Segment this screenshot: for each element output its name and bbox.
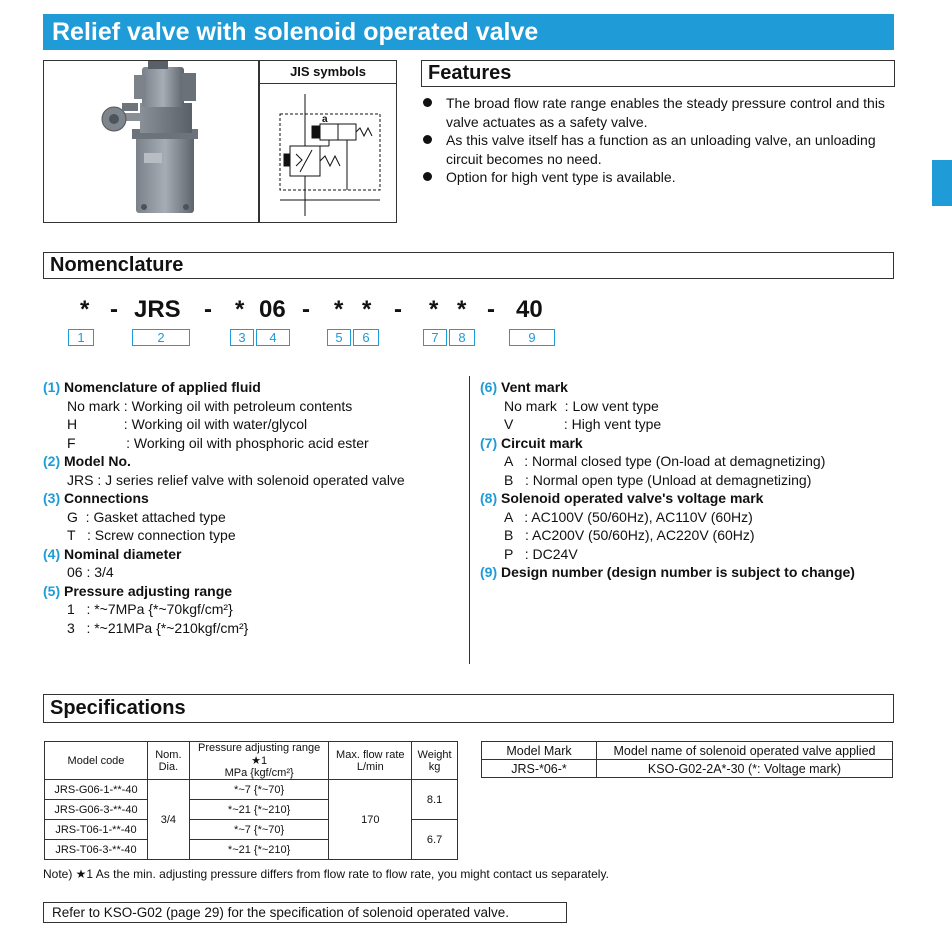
code-part: * — [457, 296, 467, 323]
code-box: 6 — [353, 329, 379, 346]
specifications-heading: Specifications — [43, 694, 894, 723]
features-list — [421, 94, 896, 187]
column-divider — [469, 376, 470, 664]
code-box: 4 — [256, 329, 290, 346]
nom-item-heading: (8) Solenoid operated valve's voltage mark — [480, 490, 764, 506]
page-title: Relief valve with solenoid operated valve — [43, 14, 894, 50]
code-part: * — [235, 296, 245, 323]
nom-item-heading: (4) Nominal diameter — [43, 545, 182, 562]
nomenclature-left-column — [43, 378, 463, 637]
col-header-model-code: Model code — [45, 742, 148, 780]
code-part: * — [429, 296, 439, 323]
col-header-model-name: Model name of solenoid operated valve applied — [597, 742, 893, 760]
code-box: 5 — [327, 329, 351, 346]
nom-item-row: B : Normal open type (Unload at demagnetizing) — [504, 471, 812, 488]
nom-item-heading: (6) Vent mark — [480, 379, 568, 395]
code-part: - — [487, 296, 495, 323]
features-heading: Features — [421, 60, 895, 87]
nom-item-heading: (5) Pressure adjusting range — [43, 582, 233, 599]
jis-symbol-panel — [259, 60, 397, 223]
nom-item-row: 06 : 3/4 — [67, 564, 114, 580]
code-part: 40 — [516, 296, 543, 323]
code-part: - — [110, 296, 118, 323]
table-row: JRS-G06-1-**-40 3/4 *~7 {*~70} 170 8.1 — [45, 780, 458, 800]
bullet-icon — [423, 172, 432, 181]
refer-box: Refer to KSO-G02 (page 29) for the specification of solenoid operated valve. — [43, 902, 567, 923]
nom-dia-cell: 3/4 — [147, 780, 189, 860]
code-box: 2 — [132, 329, 190, 346]
code-box: 3 — [230, 329, 254, 346]
code-part: * — [362, 296, 372, 323]
nom-item-heading: (7) Circuit mark — [480, 434, 583, 451]
weight-cell: 8.1 — [412, 780, 458, 820]
spec-note: Note) ★1 As the min. adjusting pressure differs from flow rate to flow rate, you might contact us separately. — [43, 867, 609, 881]
code-box: 7 — [423, 329, 447, 346]
nom-item-row: T : Screw connection type — [67, 527, 236, 543]
code-box: 8 — [449, 329, 475, 346]
code-box: 9 — [509, 329, 555, 346]
weight-cell: 6.7 — [412, 820, 458, 860]
col-header-model-mark: Model Mark — [482, 742, 597, 760]
nom-item-heading: (3) Connections — [43, 490, 149, 506]
model-mark-table — [481, 741, 893, 778]
jis-symbol-title: JIS symbols — [260, 61, 396, 84]
nom-item-row: No mark : Low vent type — [504, 397, 659, 414]
jis-hydraulic-symbol — [260, 84, 396, 222]
feature-item: As this valve itself has a function as an unloading valve, an unloading circuit becomes no need. — [421, 131, 896, 168]
feature-item: The broad flow rate range enables the steady pressure control and this valve actuates as a safety valve. — [421, 94, 896, 131]
col-header-flow: Max. flow rate L/min — [329, 742, 412, 780]
nom-item-row: A : AC100V (50/60Hz), AC110V (60Hz) — [504, 508, 753, 525]
table-row: JRS-T06-3-**-40 *~21 {*~210} — [45, 840, 458, 860]
nom-item-heading: (2) Model No. — [43, 453, 131, 469]
feature-item: Option for high vent type is available. — [421, 168, 896, 187]
nom-item-row: JRS : J series relief valve with solenoid operated valve — [67, 471, 405, 488]
section-tab — [932, 160, 952, 206]
nom-item-row: No mark : Working oil with petroleum contents — [67, 397, 353, 414]
nom-item-heading: (9) Design number (design number is subject to change) — [480, 564, 855, 580]
bullet-icon — [423, 135, 432, 144]
col-header-nom-dia: Nom. Dia. — [147, 742, 189, 780]
bullet-icon — [423, 98, 432, 107]
nom-item-row: V : High vent type — [504, 416, 662, 432]
nomenclature-heading: Nomenclature — [43, 252, 894, 279]
code-part: JRS — [134, 296, 181, 323]
code-part: 06 — [259, 296, 286, 323]
nom-item-row: 3 : *~21MPa {*~210kgf/cm²} — [67, 619, 249, 636]
nomenclature-right-column — [480, 378, 900, 582]
valve-illustration — [44, 61, 258, 222]
nom-item-row: A : Normal closed type (On-load at demagnetizing) — [504, 453, 826, 469]
code-box: 1 — [68, 329, 94, 346]
code-part: - — [394, 296, 402, 323]
jis-port-label: a — [322, 114, 328, 125]
code-part: - — [204, 296, 212, 323]
code-part: * — [80, 296, 90, 323]
col-header-pressure: Pressure adjusting range ★1 MPa {kgf/cm²} — [189, 742, 329, 780]
table-row: JRS-T06-1-**-40 *~7 {*~70} 6.7 — [45, 820, 458, 840]
code-part: - — [302, 296, 310, 323]
product-photo — [43, 60, 259, 223]
model-code-pattern — [0, 296, 952, 326]
nom-item-row: G : Gasket attached type — [67, 508, 226, 525]
flow-cell: 170 — [329, 780, 412, 860]
nom-item-row: B : AC200V (50/60Hz), AC220V (60Hz) — [504, 527, 755, 543]
nom-item-row: 1 : *~7MPa {*~70kgf/cm²} — [67, 601, 233, 617]
code-part: * — [334, 296, 344, 323]
specifications-table — [44, 741, 458, 860]
nom-item-row: P : DC24V — [504, 545, 578, 562]
col-header-weight: Weight kg — [412, 742, 458, 780]
nom-item-row: F : Working oil with phosphoric acid ester — [67, 434, 369, 451]
table-row: JRS-*06-* KSO-G02-2A*-30 (*: Voltage mark) — [482, 760, 893, 778]
nom-item-row: H : Working oil with water/glycol — [67, 416, 308, 432]
nom-item-heading: (1) Nomenclature of applied fluid — [43, 379, 261, 395]
table-row: JRS-G06-3-**-40 *~21 {*~210} — [45, 800, 458, 820]
